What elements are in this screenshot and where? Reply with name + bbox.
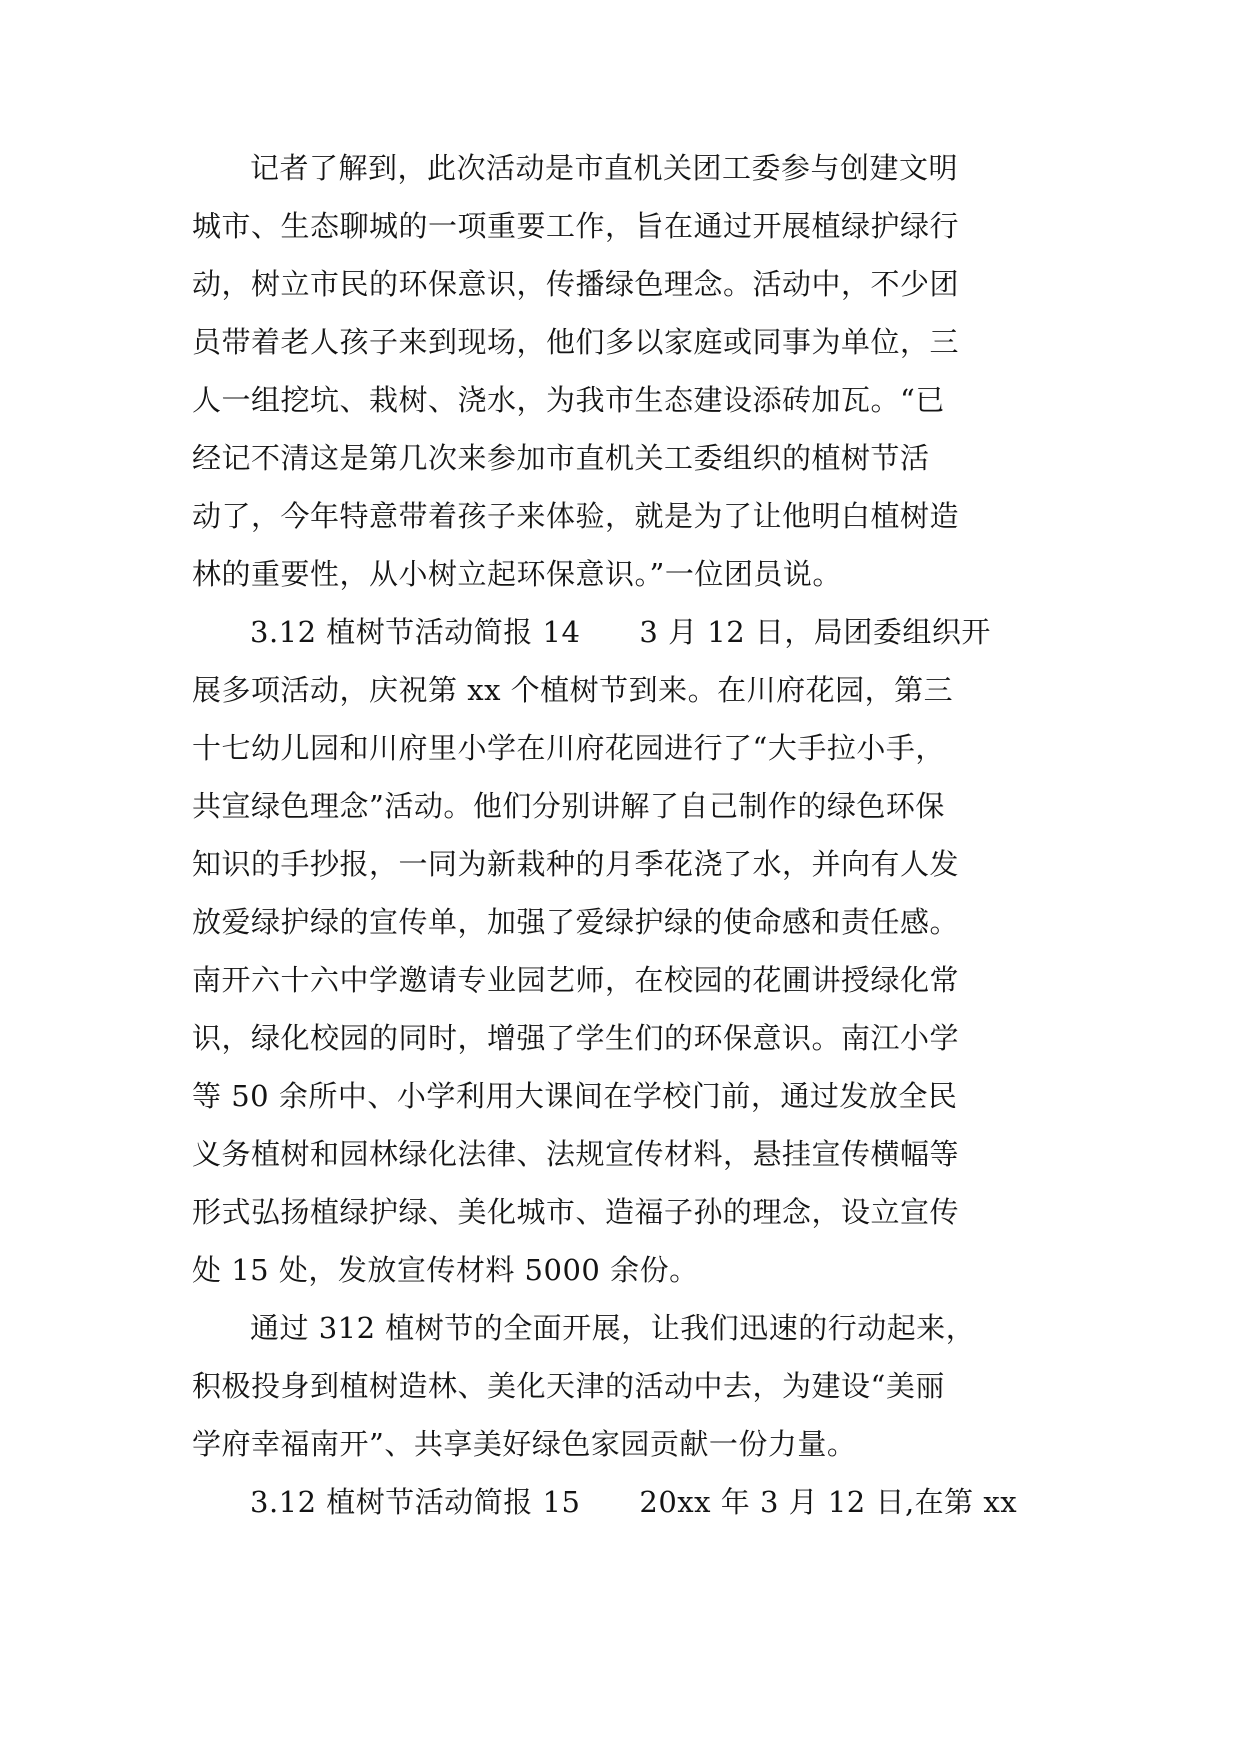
paragraph-line: 放爱绿护绿的宣传单，加强了爱绿护绿的使命感和责任感。: [192, 905, 960, 939]
paragraph-line: 形式弘扬植绿护绿、美化城市、造福子孙的理念，设立宣传: [192, 1195, 960, 1229]
paragraph-line: 员带着老人孩子来到现场，他们多以家庭或同事为单位，三: [192, 325, 960, 359]
paragraph-line: 知识的手抄报，一同为新栽种的月季花浇了水，并向有人发: [192, 847, 960, 881]
paragraph-line: 积极投身到植树造林、美化天津的活动中去，为建设“美丽: [192, 1369, 945, 1403]
paragraph-line: 十七幼儿园和川府里小学在川府花园进行了“大手拉小手，: [192, 731, 945, 765]
paragraph-line: 学府幸福南开”、共享美好绿色家园贡献一份力量。: [192, 1427, 857, 1461]
paragraph-line: 林的重要性，从小树立起环保意识。”一位团员说。: [192, 557, 842, 591]
paragraph-line: 城市、生态聊城的一项重要工作，旨在通过开展植绿护绿行: [192, 209, 960, 243]
paragraph-line: 记者了解到，此次活动是市直机关团工委参与创建文明: [250, 151, 959, 185]
paragraph-line: 展多项活动，庆祝第 xx 个植树节到来。在川府花园，第三: [192, 673, 954, 707]
paragraph-line: 3.12 植树节活动简报 14 3 月 12 日，局团委组织开: [250, 615, 991, 649]
paragraph-line: 经记不清这是第几次来参加市直机关工委组织的植树节活: [192, 441, 930, 475]
paragraph-line: 等 50 余所中、小学利用大课间在学校门前，通过发放全民: [192, 1079, 958, 1113]
paragraph-line: 人一组挖坑、栽树、浇水，为我市生态建设添砖加瓦。“已: [192, 383, 945, 417]
paragraph-line: 处 15 处，发放宣传材料 5000 余份。: [192, 1253, 699, 1287]
paragraph-line: 动了，今年特意带着孩子来体验，就是为了让他明白植树造: [192, 499, 960, 533]
paragraph-line: 3.12 植树节活动简报 15 20xx 年 3 月 12 日,在第 xx: [250, 1485, 1018, 1519]
paragraph-line: 共宣绿色理念”活动。他们分别讲解了自己制作的绿色环保: [192, 789, 945, 823]
paragraph-line: 通过 312 植树节的全面开展，让我们迅速的行动起来，: [250, 1311, 976, 1345]
paragraph-line: 识，绿化校园的同时，增强了学生们的环保意识。南江小学: [192, 1021, 960, 1055]
paragraph-line: 南开六十六中学邀请专业园艺师，在校园的花圃讲授绿化常: [192, 963, 960, 997]
paragraph-line: 动，树立市民的环保意识，传播绿色理念。活动中，不少团: [192, 267, 960, 301]
paragraph-line: 义务植树和园林绿化法律、法规宣传材料，悬挂宣传横幅等: [192, 1137, 960, 1171]
